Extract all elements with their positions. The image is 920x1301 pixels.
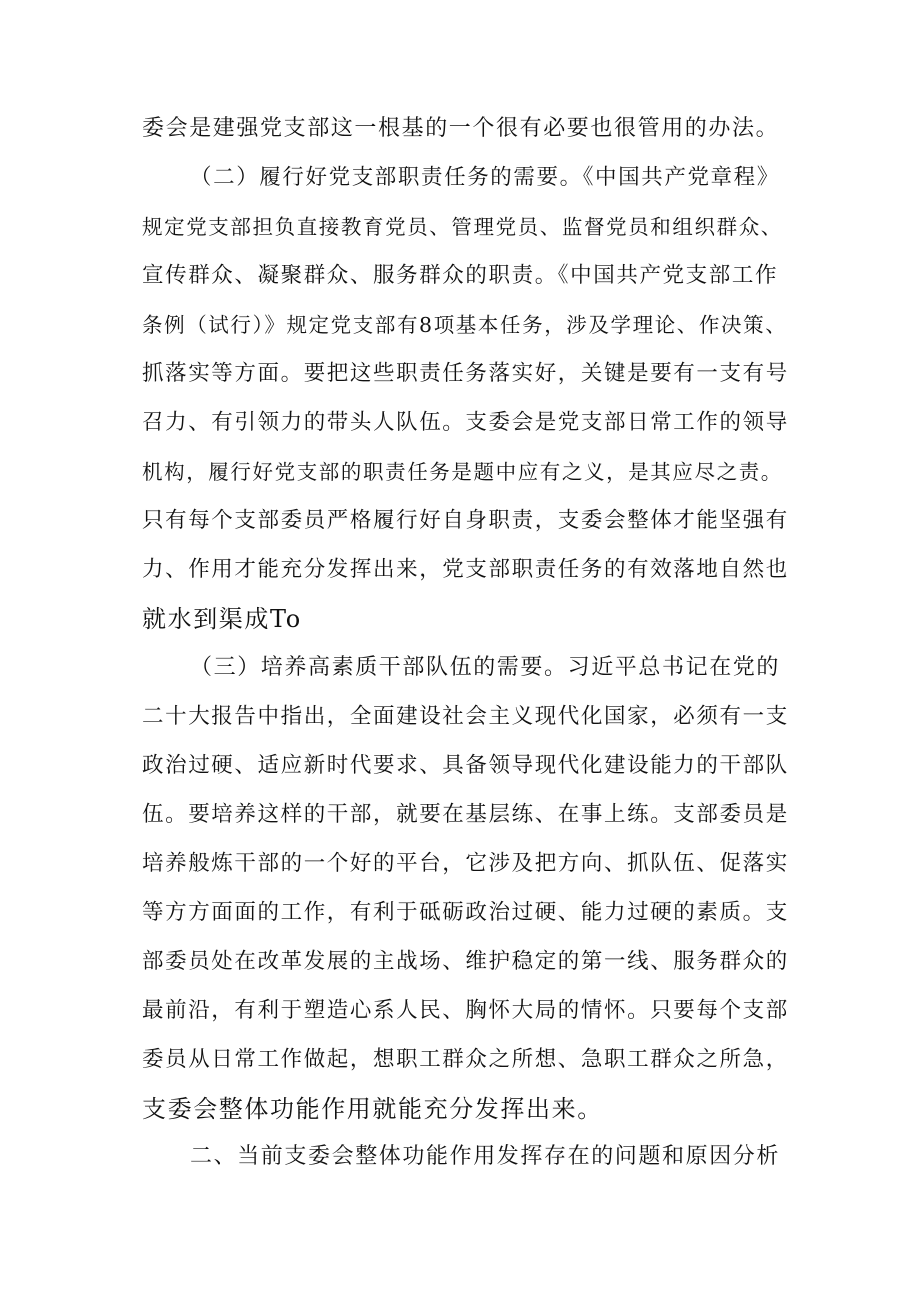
text-line: 支委会整体功能作用就能充分发挥出来。	[142, 1095, 603, 1123]
section-heading-2: 二、当前支委会整体功能作用发挥存在的问题和原因分析	[190, 1144, 781, 1169]
text-line: 规定党支部担负直接教育党员、管理党员、监督党员和组织群众、	[142, 215, 783, 239]
text-line: 力、作用才能充分发挥出来，党支部职责任务的有效落地自然也	[142, 557, 789, 582]
text-line: 伍。要培养这样的干部，就要在基层练、在事上练。支部委员是	[142, 802, 789, 827]
text-line: 抓落实等方面。要把这些职责任务落实好，关键是要有一支有号	[142, 361, 789, 386]
text-line: 政治过硬、适应新时代要求、具备领导现代化建设能力的干部队	[142, 753, 789, 778]
subsection-heading-3: （三）培养高素质干部队伍的需要。习近平总书记在党的	[190, 655, 781, 680]
text-line: 最前沿，有利于塑造心系人民、胸怀大局的情怀。只要每个支部	[142, 998, 789, 1023]
text-line: 机构，履行好党支部的职责任务是题中应有之义，是其应尽之责。	[142, 460, 783, 484]
text-line: 召力、有引领力的带头人队伍。支委会是党支部日常工作的领导	[142, 410, 789, 435]
text-line: 宣传群众、凝聚群众、服务群众的职责。《中国共产党支部工作	[142, 263, 779, 288]
text-line: 二十大报告中指出，全面建设社会主义现代化国家，必须有一支	[142, 704, 789, 729]
text-line: 委会是建强党支部这一根基的一个很有必要也很管用的办法。	[142, 116, 780, 141]
subsection-heading-2: （二）履行好党支部职责任务的需要。《中国共产党章程》	[190, 165, 780, 190]
text-line: 只有每个支部委员严格履行好自身职责，支委会整体才能坚强有	[142, 508, 789, 533]
text-line: 委员从日常工作做起，想职工群众之所想、急职工群众之所急，	[142, 1047, 789, 1072]
text-line: 等方方面面的工作，有利于砥砺政治过硬、能力过硬的素质。支	[142, 900, 789, 925]
text-line: 就水到渠成To	[142, 605, 302, 633]
text-line: 培养般炼干部的一个好的平台，它涉及把方向、抓队伍、促落实	[142, 851, 789, 876]
text-line: 部委员处在改革发展的主战场、维护稳定的第一线、服务群众的	[142, 949, 789, 974]
text-line: 条例（试行）》规定党支部有8项基本任务，涉及学理论、作决策、	[142, 313, 788, 337]
